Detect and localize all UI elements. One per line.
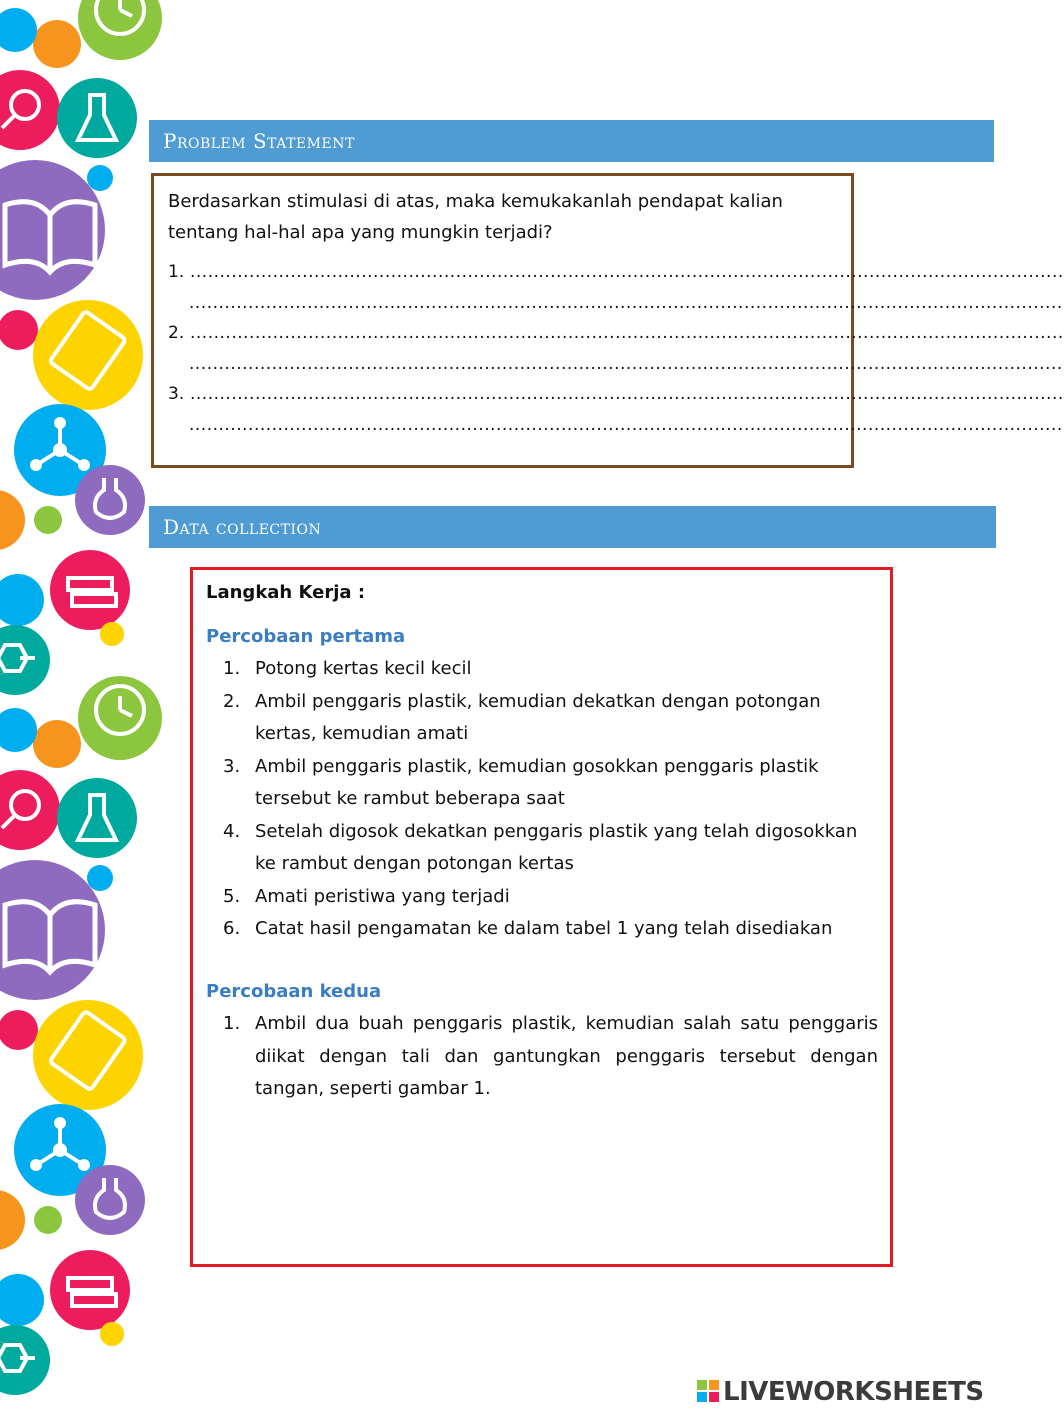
list-item: 4. Setelah digosok dekatkan penggaris plastik yang telah digosokkan ke rambut dengan potongan kertas xyxy=(223,820,858,874)
data-collection-header: Data collection xyxy=(149,506,996,548)
answer-line-2[interactable]: 2. .................................................................................................................................................... xyxy=(168,323,1064,343)
list-item: 1. Potong kertas kecil kecil xyxy=(223,658,472,679)
list-item: 6. Catat hasil pengamatan ke dalam tabel 1 yang telah disediakan xyxy=(223,918,833,939)
list-item: 2. Ambil penggaris plastik, kemudian dekatkan dengan potongan kertas, kemudian amati xyxy=(223,690,821,744)
problem-statement-intro: Berdasarkan stimulasi di atas, maka kemukakanlah pendapat kalian tentang hal-hal apa yang mungkin terjadi? xyxy=(168,191,783,243)
list-item: 5. Amati peristiwa yang terjadi xyxy=(223,885,510,907)
answer-number: 2. xyxy=(168,323,185,343)
answer-line-3[interactable]: 3. .................................................................................................................................................... xyxy=(168,384,1064,404)
experiment-2-title: Percobaan kedua xyxy=(206,981,382,1002)
answer-line-2b[interactable]: .................................................................................................................................................... xyxy=(189,354,1063,374)
answer-line-1b[interactable]: .................................................................................................................................................... xyxy=(189,293,1063,313)
answer-line-3b[interactable]: .................................................................................................................................................... xyxy=(189,415,1063,435)
experiment-1-steps xyxy=(223,653,878,946)
experiment-2-steps xyxy=(223,1008,878,1106)
problem-statement-box xyxy=(151,173,1064,468)
problem-statement-header: Problem Statement xyxy=(149,120,994,162)
answer-number: 1. xyxy=(168,262,185,282)
list-item: 1. Ambil dua buah penggaris plastik, kemudian salah satu penggaris diikat dengan tali dan gantungkan penggaris tersebut dengan tangan, seperti gambar 1. xyxy=(223,1013,878,1099)
experiment-1-title: Percobaan pertama xyxy=(206,626,406,647)
liveworksheets-logo xyxy=(697,1377,984,1407)
answer-number: 3. xyxy=(168,384,185,404)
liveworksheets-logo-text: LIVEWORKSHEETS xyxy=(723,1377,984,1407)
answer-line-1[interactable]: 1. .................................................................................................................................................... xyxy=(168,262,1064,282)
liveworksheets-logo-icon xyxy=(697,1380,719,1402)
list-item: 3. Ambil penggaris plastik, kemudian gosokkan penggaris plastik tersebut ke rambut beberapa saat xyxy=(223,755,819,809)
decorative-circle-border xyxy=(0,0,165,1413)
work-steps-title: Langkah Kerja : xyxy=(206,582,366,603)
data-collection-box xyxy=(190,567,893,1267)
